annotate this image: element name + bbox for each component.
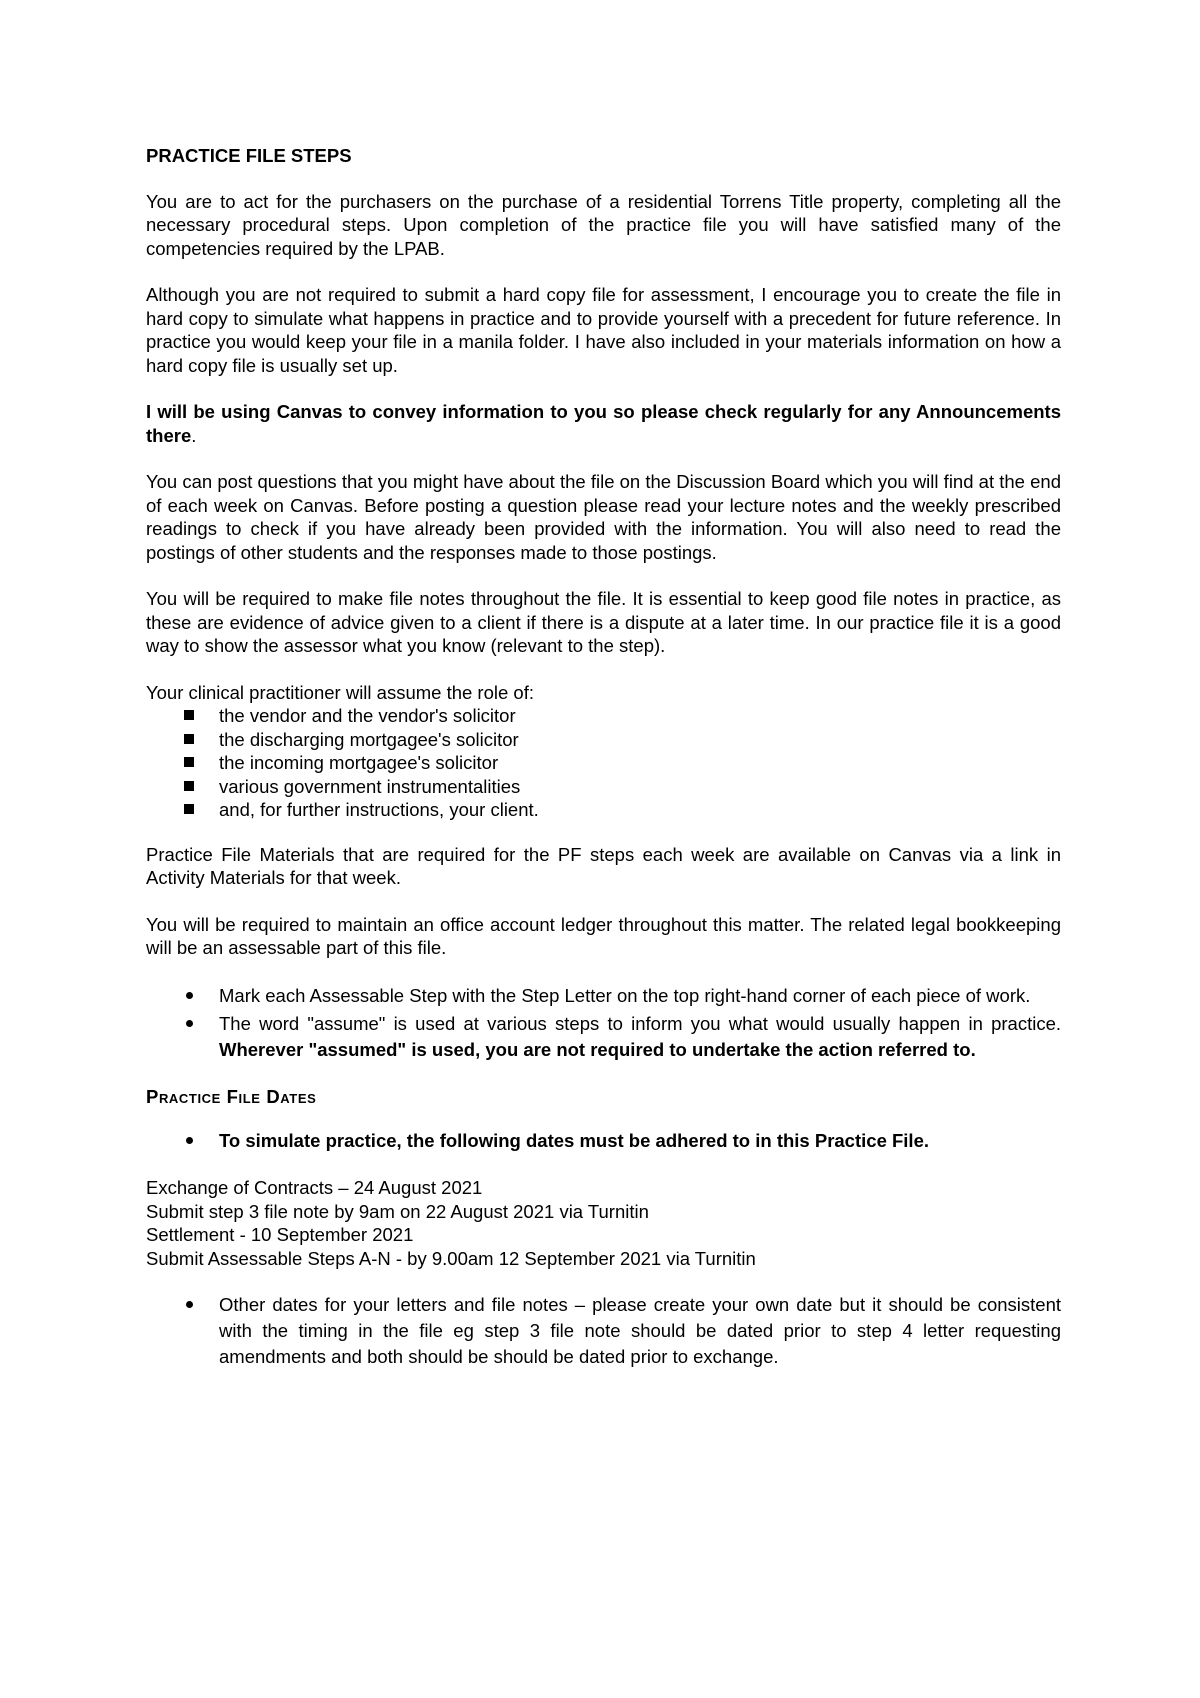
date-line: Exchange of Contracts – 24 August 2021 — [146, 1177, 483, 1198]
roles-intro: Your clinical practitioner will assume the role of: — [146, 681, 534, 703]
document-page — [146, 144, 1061, 1392]
dates-bullet-item: To simulate practice, the following dates must be adhered to in this Practice File. — [146, 1128, 1061, 1154]
final-bullet-list — [146, 1292, 1061, 1370]
dates-heading: Practice File Dates — [146, 1085, 317, 1107]
roles-list — [146, 704, 1061, 822]
round-bullet-icon — [186, 992, 193, 999]
instructions-list-item: Mark each Assessable Step with the Step Letter on the top right-hand corner of each piece of work. — [146, 983, 1061, 1009]
roles-list-item: the vendor and the vendor's solicitor — [146, 704, 1061, 728]
round-bullet-icon — [186, 1301, 193, 1308]
square-bullet-icon — [184, 804, 194, 814]
canvas-announcement-paragraph — [146, 400, 1061, 447]
discussion-board-paragraph: You can post questions that you might have about the file on the Discussion Board which you will find at the end of each week on Canvas. Before posting a question please read your lecture notes and the weekly prescribed readings to check if you have already been provided with the information. You will also need to read the postings of other students and the responses made to those postings. — [146, 471, 1061, 563]
instructions-list-item: The word "assume" is used at various steps to inform you what would usually happen in practice. Wherever "assumed" is used, you are not required to undertake the action referred to. — [146, 1011, 1061, 1063]
roles-list-item: the incoming mortgagee's solicitor — [146, 751, 1061, 775]
instructions-list — [146, 983, 1061, 1063]
roles-list-item: and, for further instructions, your client. — [146, 798, 1061, 822]
dates-bullet-list — [146, 1128, 1061, 1154]
file-notes-paragraph: You will be required to make file notes throughout the file. It is essential to keep good file notes in practice, as these are evidence of advice given to a client if there is a dispute at a later time. In our practice file it is a good way to show the assessor what you know (relevant to the step). — [146, 588, 1061, 656]
document-title: PRACTICE FILE STEPS — [146, 145, 352, 166]
square-bullet-icon — [184, 734, 194, 744]
square-bullet-icon — [184, 781, 194, 791]
canvas-announcement-bold: I will be using Canvas to convey information to you so please check regularly for any Announcements there — [146, 401, 1061, 446]
intro-paragraph: You are to act for the purchasers on the purchase of a residential Torrens Title property, completing all the necessary procedural steps. Upon completion of the practice file you will have satisfied many of the competencies required by the LPAB. — [146, 190, 1061, 259]
roles-list-item: the discharging mortgagee's solicitor — [146, 728, 1061, 752]
dates-block — [146, 1176, 1061, 1270]
canvas-announcement-tail: . — [191, 424, 197, 446]
roles-list-item: various government instrumentalities — [146, 775, 1061, 799]
square-bullet-icon — [184, 757, 194, 767]
date-line: Settlement - 10 September 2021 — [146, 1224, 414, 1245]
final-bullet-item: Other dates for your letters and file notes – please create your own date but it should be consistent with the timing in the file eg step 3 file note should be dated prior to step 4 letter requesting amendments and both should be should be dated prior to exchange. — [146, 1292, 1061, 1370]
date-line: Submit Assessable Steps A-N - by 9.00am 12 September 2021 via Turnitin — [146, 1247, 756, 1269]
materials-paragraph: Practice File Materials that are required for the PF steps each week are available on Canvas via a link in Activity Materials for that week. — [146, 843, 1061, 888]
round-bullet-icon — [186, 1137, 193, 1144]
hard-copy-paragraph: Although you are not required to submit a hard copy file for assessment, I encourage you to create the file in hard copy to simulate what happens in practice and to provide yourself with a precedent for future reference. In practice you would keep your file in a manila folder. I have also included in your materials information on how a hard copy file is usually set up. — [146, 284, 1061, 376]
square-bullet-icon — [184, 710, 194, 720]
round-bullet-icon — [186, 1020, 193, 1027]
date-line: Submit step 3 file note by 9am on 22 August 2021 via Turnitin — [146, 1200, 649, 1222]
ledger-paragraph: You will be required to maintain an office account ledger throughout this matter. The related legal bookkeeping will be an assessable part of this file. — [146, 913, 1061, 958]
